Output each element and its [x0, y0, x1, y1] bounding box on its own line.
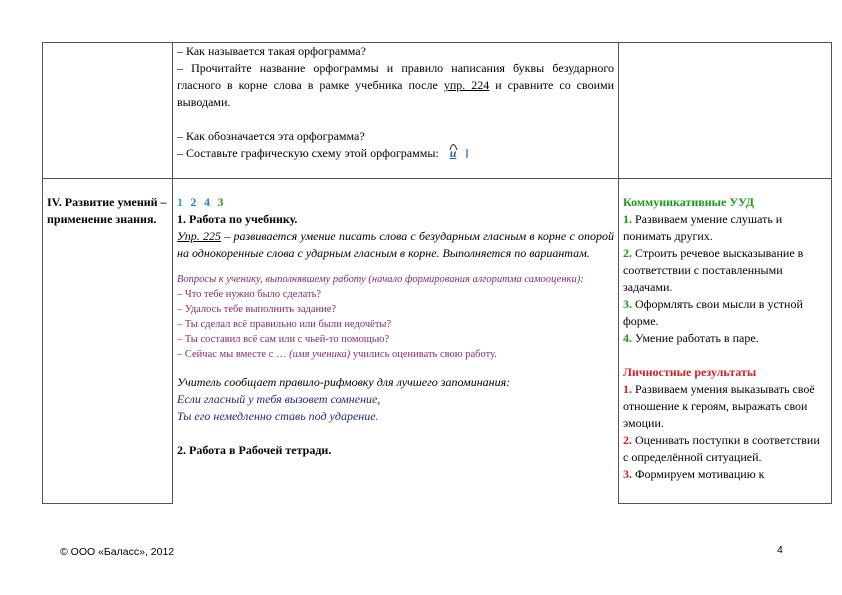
column-divider: [172, 42, 173, 504]
question-part: (имя ученика): [289, 349, 351, 360]
exercise-reference: упр. 224: [443, 78, 490, 92]
question-part: – Сейчас мы вместе с …: [177, 349, 287, 360]
row-divider: [42, 178, 832, 179]
spacer: [177, 425, 614, 442]
item-number: 1.: [623, 382, 632, 396]
lesson-table: [42, 42, 832, 504]
student-question: – Удалось тебе выполнить задание?: [177, 304, 337, 315]
result-item: [623, 211, 828, 245]
result-item: [623, 432, 828, 466]
exercise-reference: Упр. 225: [177, 229, 221, 243]
task-description-text: – развивается умение писать слова с безударным гласным в корне с опорой на однокоренные слова с ударным гласным в корне. Выполняется по вариантам.: [177, 229, 615, 260]
item-number: 3.: [623, 467, 632, 481]
communicative-title: Коммуникативные УУД: [623, 195, 755, 209]
activity-cell: [177, 194, 614, 459]
item-number: 4.: [623, 331, 632, 345]
item-text: Развиваем умение слушать и понимать других.: [623, 212, 783, 243]
result-item: [623, 381, 828, 432]
result-item: [623, 296, 828, 330]
spacer: [623, 347, 828, 364]
item-number: 2.: [623, 433, 632, 447]
questions-intro: Вопросы к ученику, выполнявшему работу (начало формирования алгоритма самооценки):: [177, 274, 584, 285]
item-text: Формируем мотивацию к: [635, 467, 765, 481]
task-description: [177, 228, 614, 262]
table-border-left: [42, 42, 43, 504]
item-text: Развиваем умения выказывать своё отношение к героям, выражать свои эмоции.: [623, 382, 815, 430]
group-number: 1: [177, 195, 184, 209]
rhyme-line: Если гласный у тебя вызовет сомнение,: [177, 392, 381, 406]
question-text-part: – Составьте графическую схему этой орфограммы:: [177, 146, 439, 160]
scheme-vowel: и: [449, 146, 457, 160]
spacer: [177, 262, 614, 272]
rhyme-intro: Учитель сообщает правило-рифмовку для лучшего запоминания:: [177, 375, 511, 389]
task-title: 2. Работа в Рабочей тетради.: [177, 443, 332, 457]
lesson-stage: IV. Развитие умений – применение знания.: [47, 195, 167, 226]
question-text: – Как обозначается эта орфограмма?: [177, 129, 365, 143]
task-title: 1. Работа по учебнику.: [177, 212, 298, 226]
table-border-bottom: [618, 503, 832, 504]
instruction-text-part: и сравните со своими выводами.: [177, 78, 615, 109]
instruction-text: [177, 60, 614, 111]
result-item: [623, 245, 828, 296]
item-number: 3.: [623, 297, 632, 311]
rhyme-line: Ты его немедленно ставь под ударение.: [177, 409, 379, 423]
student-question: – Ты составил всё сам или с чьей-то помощью?: [177, 334, 390, 345]
group-number: 4: [204, 195, 211, 209]
question-text: – Как называется такая орфограмма?: [177, 44, 366, 58]
page-number: 4: [777, 544, 783, 556]
table-border-right: [831, 42, 832, 504]
spacer: [177, 362, 614, 374]
results-cell: [623, 194, 828, 483]
column-divider: [618, 42, 619, 504]
personal-title: Личностные результаты: [623, 365, 757, 379]
top-row-activity-cell: [177, 43, 614, 162]
instruction-text-part: – Прочитайте название орфограммы и правило написания буквы безударного гласного в корне слова в рамке учебника после: [177, 61, 614, 92]
table-border-bottom: [42, 503, 172, 504]
item-text: Оформлять свои мысли в устной форме.: [623, 297, 803, 328]
item-text: Строить речевое высказывание в соответствии с поставленными задачами.: [623, 246, 804, 294]
item-number: 1.: [623, 212, 632, 226]
orthogram-scheme: [442, 145, 470, 162]
student-question: – Ты сделал всё правильно или были недочёты?: [177, 319, 392, 330]
question-text: [177, 145, 614, 162]
student-question: [177, 347, 614, 362]
result-item: [623, 466, 828, 483]
group-number: 2: [190, 195, 197, 209]
result-item: [623, 330, 828, 347]
item-text: Умение работать в паре.: [635, 331, 759, 345]
group-number: 3: [217, 195, 224, 209]
item-number: 2.: [623, 246, 632, 260]
item-text: Оценивать поступки в соответствии с определённой ситуацией.: [623, 433, 820, 464]
group-numbers: [177, 194, 614, 211]
blank-line: [177, 111, 614, 128]
question-part: учились оценивать свою работу.: [352, 349, 497, 360]
student-question: – Что тебе нужно было сделать?: [177, 289, 322, 300]
copyright-footer: © ООО «Баласс», 2012: [60, 546, 175, 558]
